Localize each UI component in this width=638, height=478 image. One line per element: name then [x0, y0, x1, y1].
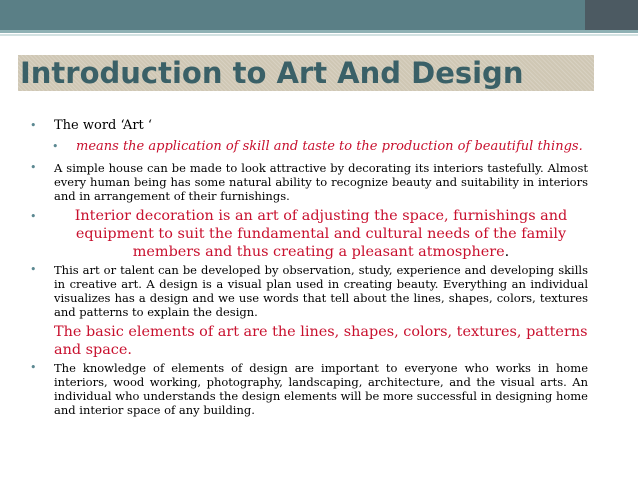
bullet-item — [26, 361, 588, 417]
bullet-item — [26, 118, 588, 134]
bullet-item — [26, 207, 588, 261]
header-divider-light — [0, 34, 638, 36]
bullet-item — [26, 161, 588, 203]
bullet-text: This art or talent can be developed by observation, study, experience and developing skills in creative art. A design is a visual plan used in creating beauty. Everything an individual visualizes has a design and we use words that tell about the lines, shapes, colors, textures and patterns to explain the design. — [54, 263, 588, 319]
header-divider — [0, 30, 638, 33]
bullet-marker: • — [30, 161, 37, 174]
bullet-marker: • — [52, 140, 59, 153]
header-band — [0, 0, 585, 30]
bullet-marker: • — [30, 119, 37, 132]
highlight-punctuation: . — [504, 244, 510, 260]
highlight-text: The basic elements of art are the lines, shapes, colors, textures, patterns and space. — [54, 324, 588, 358]
bullet-marker: • — [30, 361, 37, 374]
bullet-item — [26, 263, 588, 319]
sub-bullet-text: means the application of skill and taste to the production of beautiful things. — [76, 139, 583, 154]
bullet-text: The knowledge of elements of design are important to everyone who works in home interiors, wood working, photography, landscaping, architecture, and the visual arts. An individual who understands the design elements will be more successful in designing home and interior space of any building. — [54, 361, 588, 417]
header-band-accent — [585, 0, 638, 30]
sub-bullet-item — [48, 139, 588, 155]
slide-title: Introduction to Art And Design — [20, 56, 524, 90]
slide-content — [26, 118, 588, 417]
bullet-text: The word ‘Art ‘ — [54, 118, 153, 133]
highlight-text: Interior decoration is an art of adjusting the space, furnishings and equipment to suit the fundamental and cultural needs of the family members and thus creating a pleasant atmosphere — [74, 208, 568, 260]
bullet-text: A simple house can be made to look attractive by decorating its interiors tastefully. Almost every human being has some natural ability to recognize beauty and suitability in interiors and in arrangement of their furnishings. — [54, 161, 588, 203]
bullet-marker: • — [30, 210, 37, 223]
bullet-marker: • — [30, 263, 37, 276]
